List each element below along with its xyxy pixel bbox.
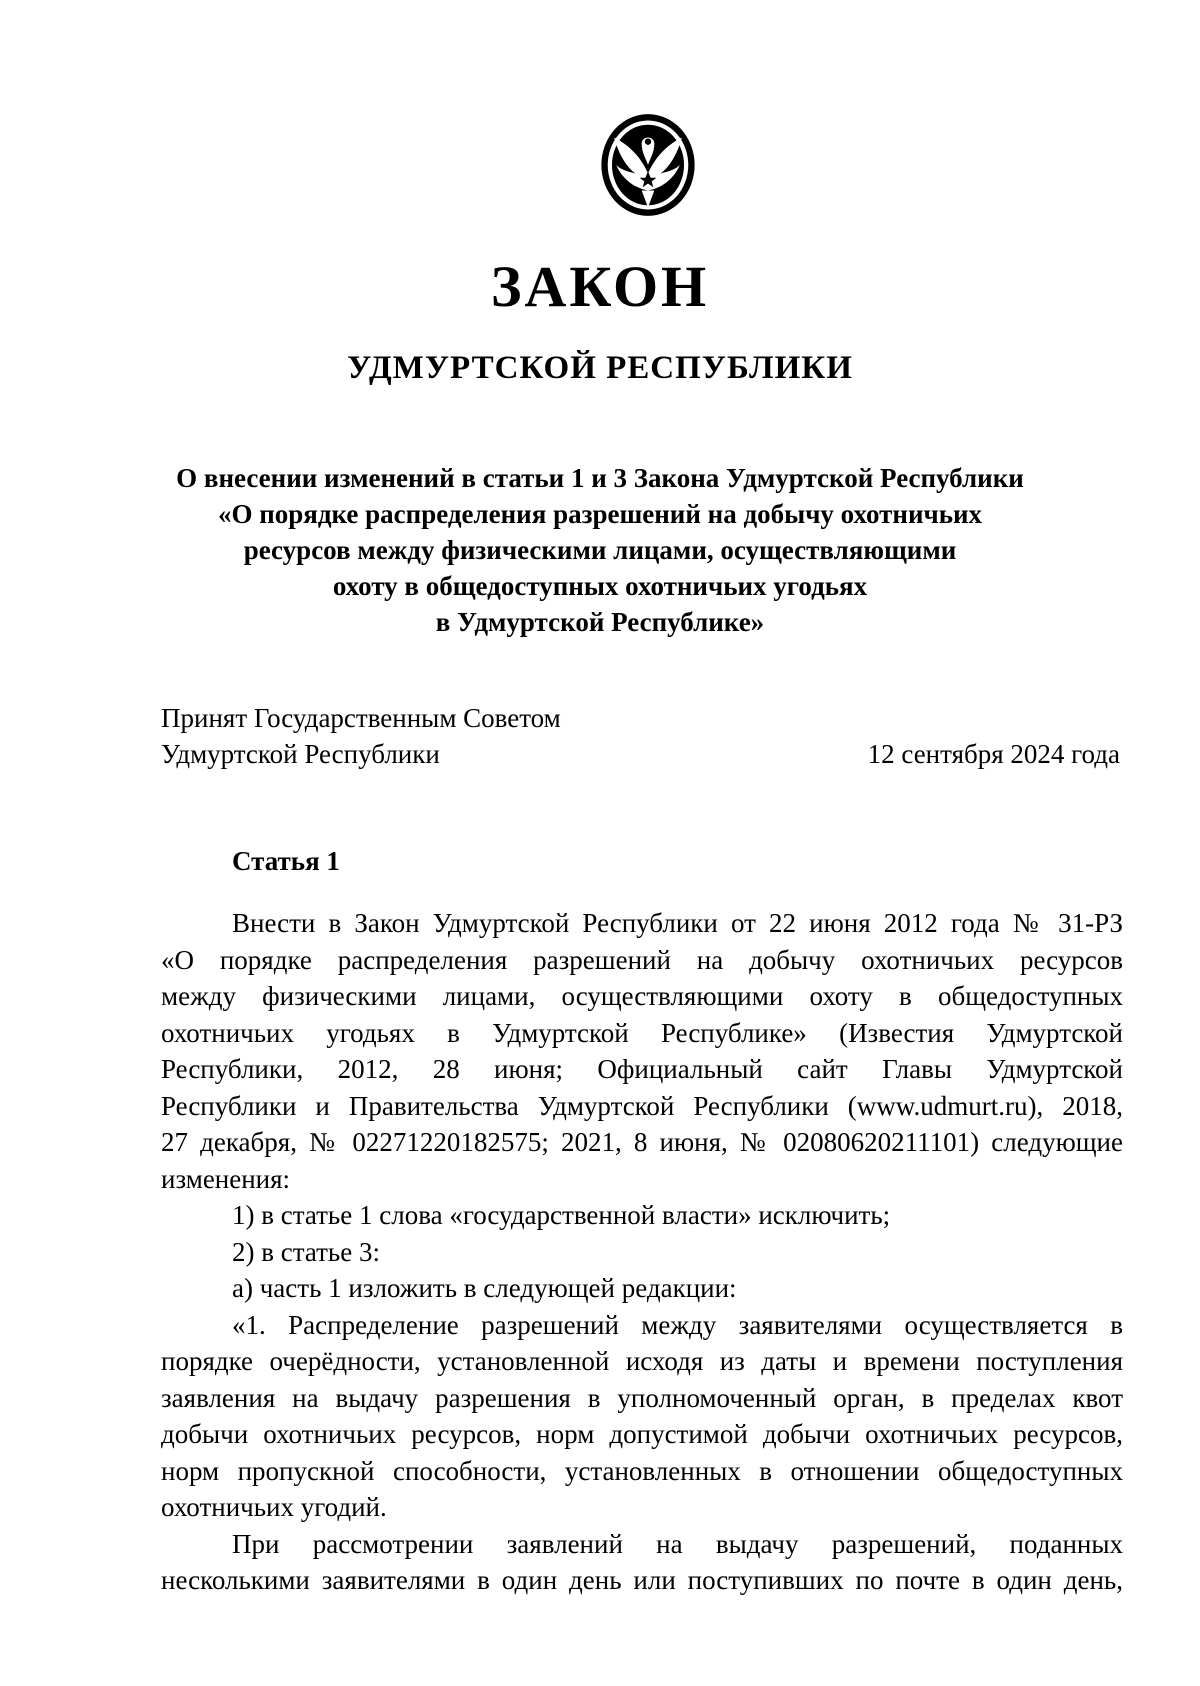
adoption-line: Удмуртской Республики (161, 739, 440, 769)
law-name-line: охоту в общедоступных охотничьих угодьях (332, 571, 868, 601)
article-line: Республики, 2012, 28 июня; Официальный сайт Главы Удмуртской (161, 1054, 1123, 1084)
article-line: «О порядке распределения разрешений на добычу охотничьих ресурсов (161, 944, 1123, 975)
article-body (161, 905, 1123, 1599)
article-line: заявления на выдачу разрешения в уполномоченный орган, в пределах квот (161, 1382, 1123, 1413)
article-line: добычи охотничьих ресурсов, норм допустимой добычи охотничьих ресурсов, (161, 1419, 1123, 1449)
article-line: Внести в Закон Удмуртской Республики от 22 июня 2012 года № 31-РЗ (232, 908, 1123, 938)
law-name-line: «О порядке распределения разрешений на добычу охотничьих (217, 499, 983, 529)
article-line: между физическими лицами, осуществляющими охоту в общедоступных (161, 981, 1123, 1011)
article-line: несколькими заявителями в один день или поступивших по почте в один день, (161, 1565, 1123, 1595)
adoption-line: Принят Государственным Советом (161, 703, 561, 733)
article-line: «1. Распределение разрешений между заявителями осуществляется в (232, 1309, 1123, 1340)
udmurtia-coat-of-arms-icon (595, 112, 701, 218)
adoption-body (161, 700, 561, 772)
document-title: ЗАКОН (490, 254, 710, 319)
document-subtitle: УДМУРТСКОЙ РЕСПУБЛИКИ (347, 350, 853, 386)
article-line: 2) в статье 3: (232, 1236, 380, 1267)
article-line: изменения: (161, 1163, 291, 1194)
law-name-line: О внесении изменений в статьи 1 и 3 Закона Удмуртской Республики (176, 463, 1024, 493)
law-name (150, 460, 1050, 640)
article-title: Статья 1 (232, 846, 340, 876)
law-name-line: в Удмуртской Республике» (435, 607, 765, 637)
article-line: охотничьих угодий. (161, 1492, 387, 1522)
article-line: Республики и Правительства Удмуртской Республики (www.udmurt.ru), 2018, (161, 1090, 1123, 1121)
article-line: 1) в статье 1 слова «государственной власти» исключить; (232, 1200, 891, 1230)
article-line: 27 декабря, № 02271220182575; 2021, 8 июня, № 02080620211101) следующие (161, 1127, 1123, 1157)
article-line: порядке очерёдности, установленной исходя из даты и времени поступления (161, 1346, 1123, 1376)
article-line: норм пропускной способности, установленных в отношении общедоступных (161, 1455, 1123, 1486)
law-name-line: ресурсов между физическими лицами, осуществляющими (243, 535, 957, 565)
article-line: При рассмотрении заявлений на выдачу разрешений, поданных (232, 1528, 1123, 1559)
article-line: а) часть 1 изложить в следующей редакции: (232, 1273, 737, 1303)
adoption-date: 12 сентября 2024 года (867, 739, 1120, 769)
article-line: охотничьих угодьях в Удмуртской Республике» (Известия Удмуртской (161, 1017, 1123, 1048)
